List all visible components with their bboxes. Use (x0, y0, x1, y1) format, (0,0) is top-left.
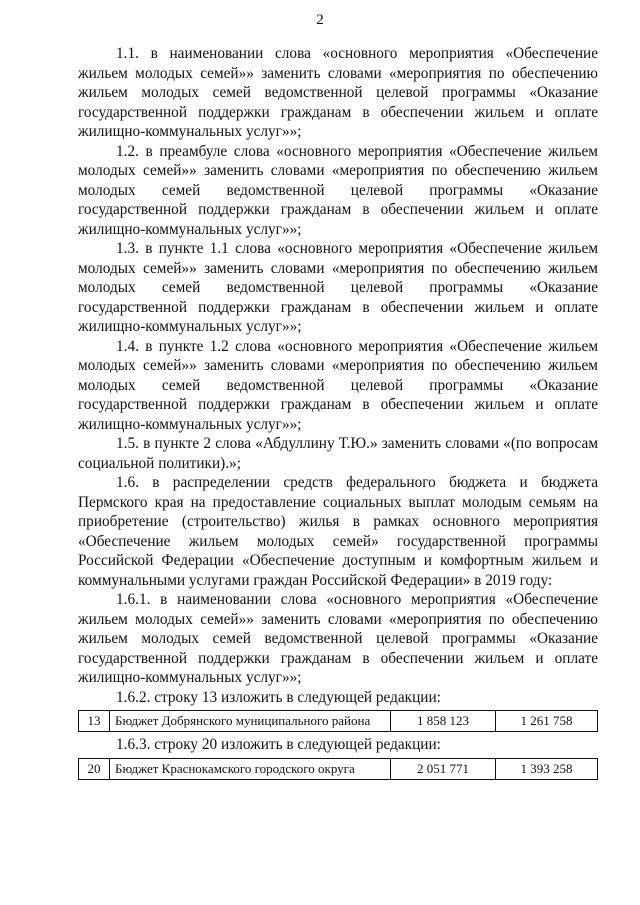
paragraph-1-6-1: 1.6.1. в наименовании слова «основного мероприятия «Обеспечение жильем молодых семей»» заменить словами «мероприятия по обеспечению жильем молодых семей ведомственной целевой программы «Оказание государственной поддержки гражданам в обеспечении жильем и оплате жилищно-коммунальных услуг»»; (78, 591, 598, 686)
paragraph-1-2: 1.2. в преамбуле слова «основного мероприятия «Обеспечение жильем молодых семей»» заменить словами «мероприятия по обеспечению жильем молодых семей ведомственной целевой программы «Оказание государственной поддержки гражданам в обеспечении жильем и оплате жилищно-коммунальных услуг»»; (78, 142, 598, 238)
table-row (78, 710, 598, 732)
paragraph-1-3: 1.3. в пункте 1.1 слова «основного мероприятия «Обеспечение жильем молодых семей»» заменить словами «мероприятия по обеспечению жильем молодых семей ведомственной целевой программы «Оказание государственной поддержки гражданам в обеспечении жильем и оплате жилищно-коммунальных услуг»»; (78, 240, 598, 335)
paragraph-1-5: 1.5. в пункте 2 слова «Абдуллину Т.Ю.» заменить словами «(по вопросам социальной политики).»; (78, 435, 598, 472)
value-cell-1: 2 051 771 (391, 759, 496, 779)
value-cell-1: 1 858 123 (391, 711, 496, 731)
row-number-cell: 20 (79, 759, 110, 779)
paragraph-1-6: 1.6. в распределении средств федерального бюджета и бюджета Пермского края на предоставление социальных выплат молодым семьям на приобретение (строительство) жилья в рамках основного мероприятия «Обеспечение жильем молодых семей» государственной программы Российской Федерации «Обеспечение доступным и комфортным жильем и коммунальными услугами граждан Российской Федерации» в 2019 году: (78, 474, 598, 589)
paragraph-1-4: 1.4. в пункте 1.2 слова «основного мероприятия «Обеспечение жильем молодых семей»» заменить словами «мероприятия по обеспечению жильем молодых семей ведомственной целевой программы «Оказание государственной поддержки гражданам в обеспечении жильем и оплате жилищно-коммунальных услуг»»; (78, 337, 598, 433)
budget-name-cell: Бюджет Краснокамского городского округа (110, 759, 391, 779)
row-number-cell: 13 (79, 711, 110, 731)
paragraph-1-6-3: 1.6.3. строку 20 изложить в следующей редакции: (116, 736, 441, 753)
document-body (78, 44, 598, 783)
value-cell-2: 1 261 758 (520, 713, 573, 729)
table-row (78, 758, 598, 780)
paragraph-1-6-2: 1.6.2. строку 13 изложить в следующей редакции: (116, 688, 441, 706)
page-number: 2 (316, 12, 324, 28)
paragraph-1-1: 1.1. в наименовании слова «основного мероприятия «Обеспечение жильем молодых семей»» заменить словами «мероприятия по обеспечению жильем молодых семей ведомственной целевой программы «Оказание государственной поддержки гражданам в обеспечении жильем и оплате жилищно-коммунальных услуг»»; (78, 45, 598, 140)
budget-name-cell: Бюджет Добрянского муниципального района (110, 711, 391, 731)
value-cell-2: 1 393 258 (520, 760, 573, 776)
